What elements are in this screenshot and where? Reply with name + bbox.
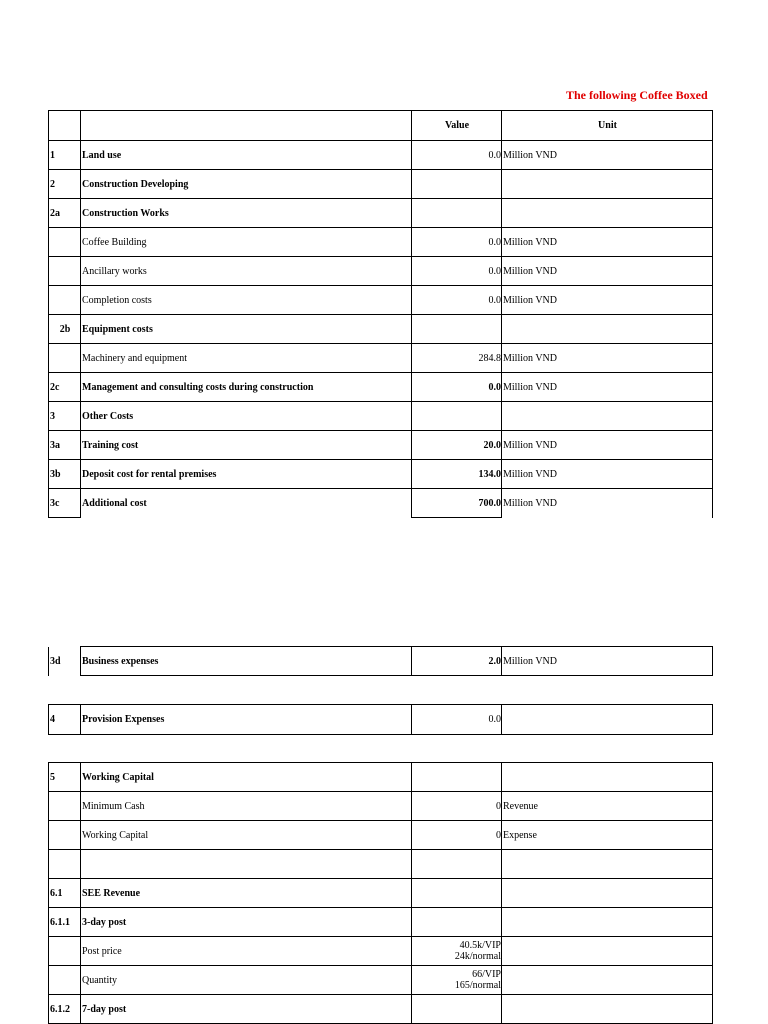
row-value[interactable]: 0.0	[412, 141, 502, 170]
row-number[interactable]: 3	[49, 402, 81, 431]
working-capital-table	[48, 762, 713, 1024]
table-row	[49, 850, 713, 879]
row-value[interactable]	[412, 402, 502, 431]
row-number[interactable]: 6.1.1	[49, 908, 81, 937]
row-number[interactable]: 2	[49, 170, 81, 199]
cost-table	[48, 110, 713, 518]
row-number[interactable]: 3c	[49, 489, 81, 518]
table-row	[49, 141, 713, 170]
table-row	[49, 286, 713, 315]
row-label[interactable]: Construction Works	[81, 199, 412, 228]
row-label[interactable]: Quantity	[81, 966, 412, 995]
row-label[interactable]: Construction Developing	[81, 170, 412, 199]
row-label[interactable]: Minimum Cash	[81, 792, 412, 821]
row-number[interactable]: 6.1.2	[49, 995, 81, 1024]
table-row	[49, 257, 713, 286]
row-value[interactable]: 0	[412, 821, 502, 850]
row-label[interactable]: Post price	[81, 937, 412, 966]
row-label[interactable]: Management and consulting costs during construction	[81, 373, 412, 402]
table-row	[49, 792, 713, 821]
row-number[interactable]	[49, 850, 81, 879]
row-number[interactable]	[49, 937, 81, 966]
table-row	[49, 908, 713, 937]
row-unit[interactable]	[502, 937, 713, 966]
header-value[interactable]: Value	[412, 111, 502, 141]
row-number[interactable]	[49, 228, 81, 257]
table-row	[49, 344, 713, 373]
row-unit[interactable]: Expense	[502, 821, 713, 850]
row-value[interactable]: 0.0	[412, 286, 502, 315]
row-value[interactable]: 134.0	[412, 460, 502, 489]
table-row	[49, 228, 713, 257]
row-unit[interactable]: Million VND	[502, 460, 713, 489]
table-row	[49, 489, 713, 518]
header-row	[49, 111, 713, 141]
row-value[interactable]: 0.0	[412, 228, 502, 257]
row-value[interactable]	[412, 879, 502, 908]
row-unit[interactable]	[502, 315, 713, 344]
row-unit[interactable]: Million VND	[502, 228, 713, 257]
row-value[interactable]	[412, 966, 502, 995]
row-unit[interactable]: Million VND	[502, 647, 713, 676]
value-line: 66/VIP	[472, 969, 501, 980]
header-num-cell[interactable]	[49, 111, 81, 141]
row-value[interactable]: 20.0	[412, 431, 502, 460]
header-label-cell[interactable]	[81, 111, 412, 141]
row-label[interactable]: 3-day post	[81, 908, 412, 937]
row-unit[interactable]	[502, 763, 713, 792]
row-label[interactable]: SEE Revenue	[81, 879, 412, 908]
row-number[interactable]	[49, 792, 81, 821]
row-label[interactable]: Business expenses	[81, 647, 412, 676]
table-row	[49, 995, 713, 1024]
table-row	[49, 966, 713, 995]
table-row	[49, 170, 713, 199]
provision-table	[48, 704, 713, 735]
row-number[interactable]: 2c	[49, 373, 81, 402]
value-line: 165/normal	[454, 980, 501, 991]
row-number[interactable]: 3a	[49, 431, 81, 460]
row-number[interactable]: 4	[49, 705, 81, 735]
row-value[interactable]: 284.8	[412, 344, 502, 373]
row-unit[interactable]: Million VND	[502, 373, 713, 402]
row-label[interactable]: Working Capital	[81, 763, 412, 792]
row-value[interactable]: 0.0	[412, 705, 502, 735]
row-unit[interactable]: Million VND	[502, 286, 713, 315]
row-unit[interactable]	[502, 850, 713, 879]
row-number[interactable]: 5	[49, 763, 81, 792]
table-row	[49, 763, 713, 792]
row-unit[interactable]	[502, 879, 713, 908]
row-unit[interactable]: Revenue	[502, 792, 713, 821]
row-number[interactable]: 3b	[49, 460, 81, 489]
table-row	[49, 705, 713, 735]
value-line: 24k/normal	[454, 951, 501, 962]
row-unit[interactable]: Million VND	[502, 257, 713, 286]
row-number[interactable]	[49, 821, 81, 850]
row-value[interactable]	[412, 199, 502, 228]
row-unit[interactable]: Million VND	[502, 489, 713, 518]
row-unit[interactable]: Million VND	[502, 431, 713, 460]
table-row	[49, 879, 713, 908]
row-number[interactable]	[49, 257, 81, 286]
row-value[interactable]	[412, 937, 502, 966]
row-value[interactable]	[412, 170, 502, 199]
table-row	[49, 373, 713, 402]
row-number[interactable]: 6.1	[49, 879, 81, 908]
row-value[interactable]	[412, 995, 502, 1024]
table-row	[49, 821, 713, 850]
row-label[interactable]: Other Costs	[81, 402, 412, 431]
business-expenses-table	[48, 646, 713, 676]
row-label[interactable]: Training cost	[81, 431, 412, 460]
row-number[interactable]: 2b	[49, 315, 81, 344]
row-number[interactable]: 2a	[49, 199, 81, 228]
row-value[interactable]: 2.0	[412, 647, 502, 676]
row-unit[interactable]: Million VND	[502, 344, 713, 373]
row-label[interactable]: Equipment costs	[81, 315, 412, 344]
table-row	[49, 647, 713, 676]
row-label[interactable]: Completion costs	[81, 286, 412, 315]
table-row	[49, 402, 713, 431]
row-unit[interactable]	[502, 995, 713, 1024]
row-value[interactable]	[412, 315, 502, 344]
row-number[interactable]	[49, 286, 81, 315]
value-line: 40.5k/VIP	[459, 940, 501, 951]
row-label[interactable]: 7-day post	[81, 995, 412, 1024]
row-label[interactable]: Land use	[81, 141, 412, 170]
row-label[interactable]: Working Capital	[81, 821, 412, 850]
row-unit[interactable]: Million VND	[502, 141, 713, 170]
row-unit[interactable]	[502, 170, 713, 199]
row-value[interactable]	[412, 850, 502, 879]
row-number[interactable]	[49, 966, 81, 995]
sheet-title: The following Coffee Boxed	[566, 88, 708, 102]
row-value[interactable]: 700.0	[412, 489, 502, 518]
row-unit[interactable]	[502, 966, 713, 995]
row-label[interactable]: Machinery and equipment	[81, 344, 412, 373]
row-unit[interactable]	[502, 908, 713, 937]
row-label[interactable]: Additional cost	[81, 489, 412, 518]
row-value[interactable]: 0	[412, 792, 502, 821]
row-value[interactable]: 0.0	[412, 373, 502, 402]
row-value[interactable]	[412, 763, 502, 792]
row-number[interactable]: 1	[49, 141, 81, 170]
row-label[interactable]	[81, 850, 412, 879]
row-value[interactable]	[412, 908, 502, 937]
row-number[interactable]	[49, 344, 81, 373]
table-row	[49, 199, 713, 228]
row-value[interactable]: 0.0	[412, 257, 502, 286]
table-row	[49, 315, 713, 344]
row-unit[interactable]	[502, 199, 713, 228]
row-label[interactable]: Deposit cost for rental premises	[81, 460, 412, 489]
row-label[interactable]: Coffee Building	[81, 228, 412, 257]
row-label[interactable]: Provision Expenses	[81, 705, 412, 735]
row-unit[interactable]	[502, 402, 713, 431]
table-row	[49, 937, 713, 966]
row-unit[interactable]	[502, 705, 713, 735]
table-row	[49, 460, 713, 489]
header-unit[interactable]: Unit	[502, 111, 713, 141]
row-number[interactable]: 3d	[49, 647, 81, 676]
row-label[interactable]: Ancillary works	[81, 257, 412, 286]
table-row	[49, 431, 713, 460]
